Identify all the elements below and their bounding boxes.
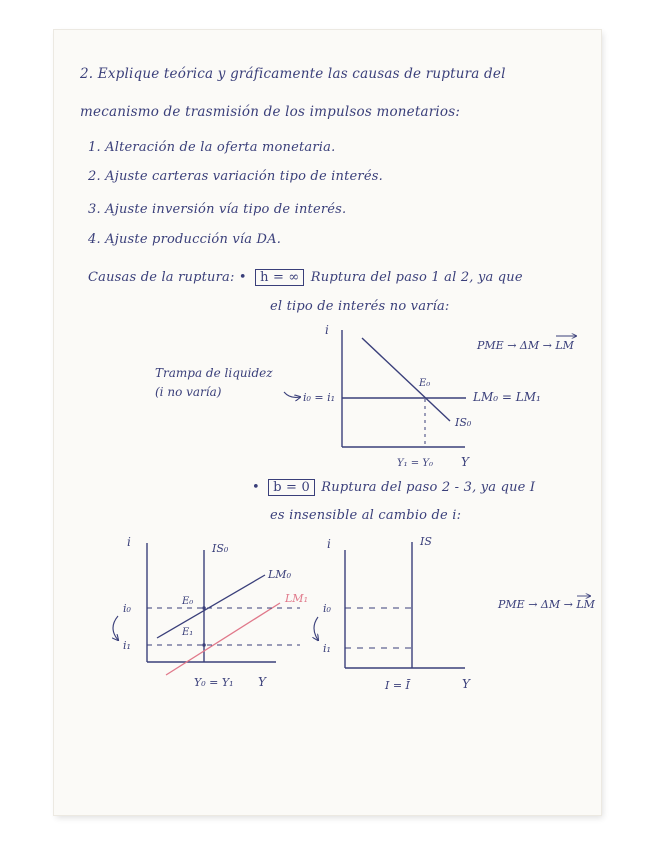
bullet-icon: •: [252, 480, 265, 495]
step-1: 1. Alteración de la oferta monetaria.: [88, 140, 336, 155]
cause-2-line-2: es insensible al cambio de i:: [270, 508, 462, 523]
graph2-lm1-line: [166, 603, 280, 675]
cause-1-text: Ruptura del paso 1 al 2, ya que: [310, 270, 523, 285]
graph3-i1-label: i₁: [323, 642, 331, 655]
graph1-is-label: IS₀: [455, 416, 472, 429]
cause-2-text: Ruptura del paso 2 - 3, ya que I: [321, 480, 536, 495]
trap-arrow-icon: [284, 392, 300, 397]
graph2-x-label: Y: [258, 675, 266, 689]
graph2-e0-point: [202, 606, 206, 610]
graph2-e1-point: [202, 643, 206, 647]
graph2-is-label: IS₀: [212, 542, 229, 555]
graph2-lm1-label: LM₁: [285, 592, 308, 605]
bullet-icon: •: [238, 270, 252, 285]
question-line-1: 2. Explique teórica y gráficamente las causas de ruptura del: [80, 66, 506, 82]
graph3-i0-label: i₀: [323, 602, 331, 615]
graph-investment: [314, 535, 596, 692]
graph2-e0-label: E₀: [182, 596, 194, 607]
graph2-i0-label: i₀: [123, 602, 131, 615]
graph2-y-label: i: [127, 535, 131, 549]
question-line-2: mecanismo de trasmisión de los impulsos monetarios:: [80, 104, 461, 120]
graph2-lm0-line: [157, 575, 265, 638]
graph3-is-label: IS: [420, 535, 432, 548]
graph1-y-label: i: [325, 323, 329, 337]
graph1-rate-label: i₀ = i₁: [303, 391, 336, 404]
graph1-eq-label: E₀: [419, 378, 431, 389]
graph-investment-insensitive: [113, 535, 308, 689]
graph1-mechanism: PME → ΔM → LM: [477, 339, 574, 352]
step-4: 4. Ajuste producción vía DA.: [88, 232, 282, 247]
step-2: 2. Ajuste carteras variación tipo de interés.: [88, 169, 383, 184]
trap-label-2: (i no varía): [155, 385, 222, 399]
condition-h-box: h = ∞: [255, 269, 304, 286]
graph3-i-value-label: I = Ī: [385, 679, 410, 692]
trap-label-1: Trampa de liquidez: [155, 366, 273, 380]
graph3-y-label: i: [327, 537, 331, 551]
cause-prefix: Causas de la ruptura:: [88, 270, 235, 285]
graph2-lm0-label: LM₀: [268, 568, 291, 581]
graph1-y-value-label: Y₁ = Y₀: [397, 458, 433, 469]
graph1-x-label: Y: [461, 455, 469, 469]
graph2-rate-drop-arrow-icon: [113, 616, 118, 640]
graph3-mechanism: PME → ΔM → LM: [498, 598, 595, 611]
step-3: 3. Ajuste inversión vía tipo de interés.: [88, 202, 347, 217]
graph2-y-value-label: Y₀ = Y₁: [194, 676, 234, 689]
graph-liquidity-trap: [155, 323, 576, 469]
cause-1-line-2: el tipo de interés no varía:: [270, 299, 450, 314]
graph1-is-line: [362, 338, 450, 421]
graph1-lm-label: LM₀ = LM₁: [473, 390, 541, 404]
graph3-x-label: Y: [462, 677, 470, 691]
graph2-e1-label: E₁: [182, 627, 194, 638]
graph2-i1-label: i₁: [123, 639, 131, 652]
graph3-rate-drop-arrow-icon: [314, 617, 318, 640]
condition-b-box: b = 0: [268, 479, 315, 496]
